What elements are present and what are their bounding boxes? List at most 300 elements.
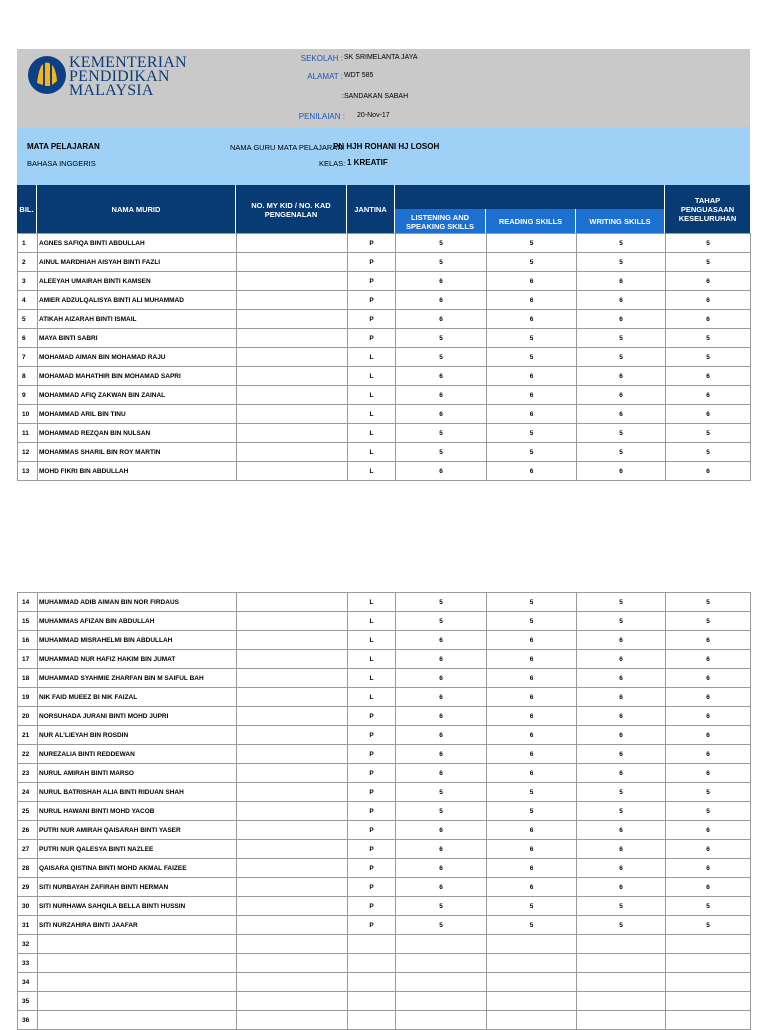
student-name-cell: MOHAMAD AIMAN BIN MOHAMAD RAJU: [38, 348, 237, 367]
table-row: [18, 612, 751, 631]
writing-score-cell: 6: [577, 462, 666, 481]
mykid-cell: [237, 745, 348, 764]
table-row: [18, 631, 751, 650]
writing-score-cell: 5: [577, 348, 666, 367]
mykid-cell: [237, 878, 348, 897]
tahap-score-cell: 5: [666, 443, 751, 462]
reading-score-cell: 6: [487, 726, 577, 745]
jantina-cell: [348, 1011, 396, 1030]
jantina-cell: L: [348, 631, 396, 650]
jantina-cell: L: [348, 443, 396, 462]
listening-score-cell: 6: [396, 291, 487, 310]
tahap-score-cell: 6: [666, 688, 751, 707]
student-name-cell: PUTRI NUR AMIRAH QAISARAH BINTI YASER: [38, 821, 237, 840]
tahap-score-cell: 5: [666, 593, 751, 612]
reading-score-cell: 5: [487, 253, 577, 272]
mykid-cell: [237, 631, 348, 650]
reading-score-cell: 5: [487, 424, 577, 443]
mykid-cell: [237, 954, 348, 973]
kpm-logo-icon: [27, 55, 67, 95]
listening-score-cell: 5: [396, 443, 487, 462]
bil-cell: 35: [18, 992, 38, 1011]
writing-score-cell: 6: [577, 310, 666, 329]
bil-cell: 32: [18, 935, 38, 954]
jantina-cell: P: [348, 840, 396, 859]
student-name-cell: SITI NURBAYAH ZAFIRAH BINTI HERMAN: [38, 878, 237, 897]
col-bil: BIL.: [17, 185, 37, 234]
listening-score-cell: 6: [396, 405, 487, 424]
tahap-score-cell: 5: [666, 348, 751, 367]
student-name-cell: NORSUHADA JURANI BINTI MOHD JUPRI: [38, 707, 237, 726]
listening-score-cell: 6: [396, 745, 487, 764]
reading-score-cell: 6: [487, 650, 577, 669]
student-name-cell: MOHD FIKRI BIN ABDULLAH: [38, 462, 237, 481]
alamat-label: ALAMAT :: [307, 72, 343, 81]
table-row: [18, 348, 751, 367]
student-name-cell: NUR AL'LIEYAH BIN ROSDIN: [38, 726, 237, 745]
jantina-cell: L: [348, 593, 396, 612]
bil-cell: 34: [18, 973, 38, 992]
listening-score-cell: 6: [396, 631, 487, 650]
kelas-label: KELAS:: [319, 159, 346, 168]
student-name-cell: AGNES SAFIQA BINTI ABDULLAH: [38, 234, 237, 253]
student-name-cell: MUHAMMAD NUR HAFIZ HAKIM BIN JUMAT: [38, 650, 237, 669]
jantina-cell: L: [348, 462, 396, 481]
table-row: [18, 386, 751, 405]
jantina-cell: P: [348, 234, 396, 253]
col-writing: WRITING SKILLS: [576, 209, 665, 234]
jantina-cell: P: [348, 821, 396, 840]
bil-cell: 10: [18, 405, 38, 424]
listening-score-cell: 6: [396, 462, 487, 481]
reading-score-cell: 6: [487, 707, 577, 726]
reading-score-cell: 6: [487, 878, 577, 897]
bil-cell: 4: [18, 291, 38, 310]
reading-score-cell: 6: [487, 688, 577, 707]
listening-score-cell: 6: [396, 310, 487, 329]
writing-score-cell: 6: [577, 631, 666, 650]
writing-score-cell: 5: [577, 593, 666, 612]
bil-cell: 30: [18, 897, 38, 916]
mata-pelajaran-value: BAHASA INGGERIS: [27, 159, 96, 168]
table-row: [18, 745, 751, 764]
sekolah-value: SK SRIMELANTA JAYA: [344, 54, 418, 61]
table-row: [18, 878, 751, 897]
listening-score-cell: 6: [396, 840, 487, 859]
reading-score-cell: 6: [487, 462, 577, 481]
reading-score-cell: 5: [487, 916, 577, 935]
mykid-cell: [237, 367, 348, 386]
tahap-score-cell: 6: [666, 726, 751, 745]
listening-score-cell: 5: [396, 593, 487, 612]
listening-score-cell: [396, 973, 487, 992]
student-name-cell: MAYA BINTI SABRI: [38, 329, 237, 348]
reading-score-cell: 5: [487, 593, 577, 612]
ministry-line-1: KEMENTERIAN: [69, 54, 187, 71]
mykid-cell: [237, 291, 348, 310]
student-name-cell: MUHAMMAS AFIZAN BIN ABDULLAH: [38, 612, 237, 631]
tahap-score-cell: 5: [666, 234, 751, 253]
student-name-cell: MOHAMAD MAHATHIR BIN MOHAMAD SAPRI: [38, 367, 237, 386]
reading-score-cell: 5: [487, 783, 577, 802]
writing-score-cell: [577, 973, 666, 992]
mykid-cell: [237, 821, 348, 840]
jantina-cell: L: [348, 367, 396, 386]
alamat-value-2: :SANDAKAN SABAH: [342, 93, 409, 100]
col-jantina: JANTINA: [347, 185, 395, 234]
bil-cell: 20: [18, 707, 38, 726]
bil-cell: 7: [18, 348, 38, 367]
writing-score-cell: 6: [577, 726, 666, 745]
table-row: [18, 802, 751, 821]
writing-score-cell: 6: [577, 745, 666, 764]
student-name-cell: ALEEYAH UMAIRAH BINTI KAMSEN: [38, 272, 237, 291]
jantina-cell: L: [348, 348, 396, 367]
tahap-score-cell: 5: [666, 897, 751, 916]
student-table-page-2: [17, 592, 751, 1030]
writing-score-cell: 6: [577, 669, 666, 688]
tahap-score-cell: [666, 973, 751, 992]
table-row: [18, 291, 751, 310]
table-row: [18, 593, 751, 612]
tahap-score-cell: 6: [666, 367, 751, 386]
student-name-cell: [38, 935, 237, 954]
reading-score-cell: 6: [487, 405, 577, 424]
writing-score-cell: 6: [577, 840, 666, 859]
listening-score-cell: 5: [396, 234, 487, 253]
tahap-score-cell: [666, 954, 751, 973]
reading-score-cell: 6: [487, 631, 577, 650]
writing-score-cell: 5: [577, 234, 666, 253]
tahap-score-cell: 6: [666, 272, 751, 291]
tahap-score-cell: 5: [666, 253, 751, 272]
tahap-score-cell: 5: [666, 329, 751, 348]
writing-score-cell: [577, 1011, 666, 1030]
listening-score-cell: 5: [396, 802, 487, 821]
listening-score-cell: 6: [396, 726, 487, 745]
table-row: [18, 840, 751, 859]
reading-score-cell: 6: [487, 669, 577, 688]
listening-score-cell: 5: [396, 916, 487, 935]
reading-score-cell: 6: [487, 821, 577, 840]
reading-score-cell: 6: [487, 386, 577, 405]
writing-score-cell: 6: [577, 707, 666, 726]
tahap-score-cell: 5: [666, 783, 751, 802]
table-header: [17, 185, 750, 234]
table-row: [18, 272, 751, 291]
student-name-cell: ATIKAH AIZARAH BINTI ISMAIL: [38, 310, 237, 329]
listening-score-cell: 6: [396, 688, 487, 707]
mykid-cell: [237, 424, 348, 443]
mata-pelajaran-label: MATA PELAJARAN: [27, 142, 100, 151]
reading-score-cell: 6: [487, 859, 577, 878]
mykid-cell: [237, 443, 348, 462]
student-name-cell: MOHAMMAD ARIL BIN TINU: [38, 405, 237, 424]
writing-score-cell: 6: [577, 688, 666, 707]
bil-cell: 23: [18, 764, 38, 783]
table-row: [18, 821, 751, 840]
bil-cell: 24: [18, 783, 38, 802]
writing-score-cell: 5: [577, 783, 666, 802]
jantina-cell: [348, 935, 396, 954]
mykid-cell: [237, 802, 348, 821]
student-name-cell: NURUL AMIRAH BINTI MARSO: [38, 764, 237, 783]
jantina-cell: P: [348, 916, 396, 935]
listening-score-cell: 5: [396, 612, 487, 631]
table-row: [18, 669, 751, 688]
mykid-cell: [237, 405, 348, 424]
tahap-score-cell: 6: [666, 631, 751, 650]
student-name-cell: NURUL BATRISHAH ALIA BINTI RIDUAN SHAH: [38, 783, 237, 802]
listening-score-cell: [396, 954, 487, 973]
bil-cell: 17: [18, 650, 38, 669]
table-row: [18, 688, 751, 707]
student-table-page-1: [17, 233, 751, 481]
skills-group-header: [395, 185, 665, 209]
bil-cell: 18: [18, 669, 38, 688]
jantina-cell: P: [348, 783, 396, 802]
bil-cell: 3: [18, 272, 38, 291]
tahap-score-cell: [666, 935, 751, 954]
table-row: [18, 462, 751, 481]
writing-score-cell: 5: [577, 897, 666, 916]
writing-score-cell: [577, 935, 666, 954]
listening-score-cell: 6: [396, 386, 487, 405]
jantina-cell: [348, 973, 396, 992]
guru-value: PN HJH ROHANI HJ LOSOH: [333, 142, 440, 151]
bil-cell: 12: [18, 443, 38, 462]
student-name-cell: [38, 954, 237, 973]
jantina-cell: P: [348, 272, 396, 291]
kelas-value: 1 KREATIF: [347, 158, 388, 167]
reading-score-cell: 6: [487, 745, 577, 764]
table-row: [18, 253, 751, 272]
listening-score-cell: 5: [396, 424, 487, 443]
tahap-score-cell: 6: [666, 462, 751, 481]
listening-score-cell: 6: [396, 272, 487, 291]
tahap-score-cell: [666, 1011, 751, 1030]
reading-score-cell: 5: [487, 329, 577, 348]
mykid-cell: [237, 329, 348, 348]
writing-score-cell: 5: [577, 443, 666, 462]
mykid-cell: [237, 707, 348, 726]
listening-score-cell: [396, 1011, 487, 1030]
jantina-cell: P: [348, 802, 396, 821]
student-name-cell: AINUL MARDHIAH AISYAH BINTI FAZLI: [38, 253, 237, 272]
bil-cell: 19: [18, 688, 38, 707]
tahap-score-cell: 6: [666, 840, 751, 859]
tahap-score-cell: 6: [666, 707, 751, 726]
tahap-score-cell: 6: [666, 745, 751, 764]
guru-label: NAMA GURU MATA PELAJARAN:: [230, 143, 345, 152]
col-listening: LISTENING AND SPEAKING SKILLS: [395, 209, 486, 234]
student-name-cell: NURUL HAWANI BINTI MOHD YACOB: [38, 802, 237, 821]
bil-cell: 15: [18, 612, 38, 631]
tahap-score-cell: 5: [666, 424, 751, 443]
bil-cell: 6: [18, 329, 38, 348]
writing-score-cell: 5: [577, 916, 666, 935]
reading-score-cell: 6: [487, 764, 577, 783]
bil-cell: 25: [18, 802, 38, 821]
reading-score-cell: 6: [487, 840, 577, 859]
reading-score-cell: 5: [487, 234, 577, 253]
bil-cell: 27: [18, 840, 38, 859]
tahap-score-cell: 5: [666, 802, 751, 821]
jantina-cell: L: [348, 688, 396, 707]
tahap-score-cell: 6: [666, 859, 751, 878]
student-name-cell: MUHAMMAD SYAHMIE ZHARFAN BIN M SAIFUL BAH: [38, 669, 237, 688]
mykid-cell: [237, 840, 348, 859]
mykid-cell: [237, 688, 348, 707]
table-row: [18, 954, 751, 973]
bil-cell: 2: [18, 253, 38, 272]
bil-cell: 36: [18, 1011, 38, 1030]
table-row: [18, 783, 751, 802]
penilaian-label: PENILAIAN :: [298, 112, 345, 121]
table-row: [18, 424, 751, 443]
jantina-cell: L: [348, 424, 396, 443]
student-name-cell: MUHAMMAD ADIB AIMAN BIN NOR FIRDAUS: [38, 593, 237, 612]
writing-score-cell: 6: [577, 272, 666, 291]
tahap-score-cell: 6: [666, 650, 751, 669]
jantina-cell: L: [348, 405, 396, 424]
table-row: [18, 310, 751, 329]
listening-score-cell: 5: [396, 329, 487, 348]
table-row: [18, 443, 751, 462]
student-name-cell: SITI NURZAHIRA BINTI JAAFAR: [38, 916, 237, 935]
student-name-cell: [38, 992, 237, 1011]
student-name-cell: MUHAMMAD MISRAHELMI BIN ABDULLAH: [38, 631, 237, 650]
subject-band: [17, 127, 750, 185]
mykid-cell: [237, 935, 348, 954]
student-name-cell: [38, 973, 237, 992]
jantina-cell: P: [348, 878, 396, 897]
tahap-score-cell: 6: [666, 310, 751, 329]
jantina-cell: P: [348, 291, 396, 310]
mykid-cell: [237, 669, 348, 688]
listening-score-cell: 6: [396, 707, 487, 726]
reading-score-cell: 6: [487, 291, 577, 310]
reading-score-cell: [487, 954, 577, 973]
listening-score-cell: [396, 992, 487, 1011]
student-name-cell: NIK FAID MUEEZ BI NIK FAIZAL: [38, 688, 237, 707]
table-row: [18, 1011, 751, 1030]
writing-score-cell: 6: [577, 878, 666, 897]
jantina-cell: L: [348, 669, 396, 688]
jantina-cell: P: [348, 897, 396, 916]
mykid-cell: [237, 764, 348, 783]
bil-cell: 26: [18, 821, 38, 840]
listening-score-cell: 6: [396, 650, 487, 669]
mykid-cell: [237, 916, 348, 935]
tahap-score-cell: 5: [666, 612, 751, 631]
listening-score-cell: 5: [396, 783, 487, 802]
mykid-cell: [237, 726, 348, 745]
reading-score-cell: 6: [487, 310, 577, 329]
bil-cell: 13: [18, 462, 38, 481]
writing-score-cell: [577, 992, 666, 1011]
reading-score-cell: 5: [487, 802, 577, 821]
tahap-score-cell: 5: [666, 916, 751, 935]
col-reading: READING SKILLS: [486, 209, 576, 234]
listening-score-cell: [396, 935, 487, 954]
listening-score-cell: 6: [396, 669, 487, 688]
bil-cell: 8: [18, 367, 38, 386]
jantina-cell: [348, 954, 396, 973]
penilaian-value: 20-Nov-17: [357, 112, 390, 119]
table-row: [18, 897, 751, 916]
jantina-cell: P: [348, 859, 396, 878]
jantina-cell: L: [348, 612, 396, 631]
bil-cell: 14: [18, 593, 38, 612]
tahap-score-cell: 6: [666, 386, 751, 405]
bil-cell: 29: [18, 878, 38, 897]
mykid-cell: [237, 386, 348, 405]
student-name-cell: PUTRI NUR QALESYA BINTI NAZLEE: [38, 840, 237, 859]
listening-score-cell: 6: [396, 367, 487, 386]
writing-score-cell: 6: [577, 291, 666, 310]
mykid-cell: [237, 859, 348, 878]
reading-score-cell: 5: [487, 612, 577, 631]
bil-cell: 11: [18, 424, 38, 443]
reading-score-cell: 6: [487, 367, 577, 386]
jantina-cell: L: [348, 650, 396, 669]
col-tahap: TAHAP PENGUASAAN KESELURUHAN: [665, 185, 750, 234]
mykid-cell: [237, 992, 348, 1011]
tahap-score-cell: [666, 992, 751, 1011]
student-name-cell: [38, 1011, 237, 1030]
listening-score-cell: 5: [396, 897, 487, 916]
writing-score-cell: 5: [577, 253, 666, 272]
writing-score-cell: [577, 954, 666, 973]
reading-score-cell: 5: [487, 443, 577, 462]
mykid-cell: [237, 348, 348, 367]
reading-score-cell: [487, 973, 577, 992]
table-row: [18, 707, 751, 726]
mykid-cell: [237, 897, 348, 916]
writing-score-cell: 6: [577, 859, 666, 878]
col-nama: NAMA MURID: [37, 185, 236, 234]
tahap-score-cell: 6: [666, 878, 751, 897]
mykid-cell: [237, 650, 348, 669]
mykid-cell: [237, 973, 348, 992]
tahap-score-cell: 6: [666, 764, 751, 783]
table-row: [18, 916, 751, 935]
table-row: [18, 973, 751, 992]
tahap-score-cell: 6: [666, 405, 751, 424]
school-header: [17, 49, 750, 127]
student-name-cell: AMIER ADZULQALISYA BINTI ALI MUHAMMAD: [38, 291, 237, 310]
bil-cell: 33: [18, 954, 38, 973]
table-row: [18, 992, 751, 1011]
mykid-cell: [237, 612, 348, 631]
table-row: [18, 859, 751, 878]
sekolah-label: SEKOLAH :: [300, 54, 343, 63]
reading-score-cell: 5: [487, 897, 577, 916]
listening-score-cell: 6: [396, 859, 487, 878]
jantina-cell: P: [348, 310, 396, 329]
listening-score-cell: 6: [396, 878, 487, 897]
tahap-score-cell: 6: [666, 291, 751, 310]
student-name-cell: QAISARA QISTINA BINTI MOHD AKMAL FAIZEE: [38, 859, 237, 878]
writing-score-cell: 6: [577, 367, 666, 386]
student-name-cell: MOHAMMAD REZQAN BIN NULSAN: [38, 424, 237, 443]
alamat-value: WDT 585: [344, 72, 374, 79]
jantina-cell: P: [348, 329, 396, 348]
writing-score-cell: 6: [577, 764, 666, 783]
writing-score-cell: 6: [577, 405, 666, 424]
bil-cell: 16: [18, 631, 38, 650]
